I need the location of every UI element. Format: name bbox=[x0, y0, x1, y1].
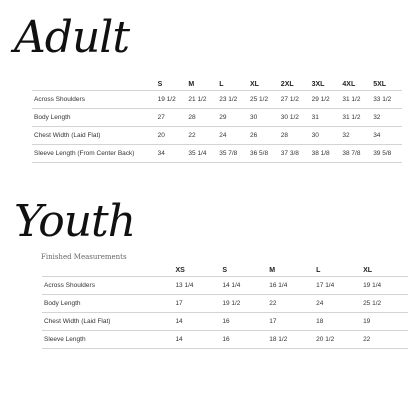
measurement-cell: 14 bbox=[173, 331, 220, 349]
adult-title: Adult bbox=[14, 12, 130, 63]
measurement-cell: 19 1/2 bbox=[220, 295, 267, 313]
measurement-cell: 22 bbox=[267, 295, 314, 313]
measurement-cell: 18 1/2 bbox=[267, 331, 314, 349]
measurement-cell: 34 bbox=[371, 127, 402, 145]
table-row bbox=[32, 91, 402, 109]
measurement-cell: 25 1/2 bbox=[248, 91, 279, 109]
adult-size-header: 2XL bbox=[280, 80, 294, 88]
measurement-cell: 20 bbox=[156, 127, 187, 145]
measurement-cell: 23 1/2 bbox=[217, 91, 248, 109]
measurement-cell: 38 1/8 bbox=[310, 145, 341, 163]
measurement-cell: 36 5/8 bbox=[248, 145, 279, 163]
adult-size-header: S bbox=[157, 80, 163, 88]
youth-title: Youth bbox=[14, 196, 136, 247]
measurement-cell: 14 1/4 bbox=[220, 277, 267, 295]
youth-size-header: S bbox=[222, 266, 228, 274]
measurement-cell: 31 1/2 bbox=[340, 91, 371, 109]
youth-size-header: L bbox=[316, 266, 321, 274]
measurement-cell: 13 1/4 bbox=[173, 277, 220, 295]
measurement-cell: 28 bbox=[279, 127, 310, 145]
measurement-cell: 24 bbox=[314, 295, 361, 313]
youth-subtitle: Finished Measurements bbox=[41, 253, 127, 261]
measurement-cell: 32 bbox=[340, 127, 371, 145]
adult-header-row bbox=[32, 78, 402, 91]
measurement-cell: 18 bbox=[314, 313, 361, 331]
measurement-cell: 22 bbox=[361, 331, 408, 349]
measurement-cell: 34 bbox=[156, 145, 187, 163]
measurement-cell: 21 1/2 bbox=[186, 91, 217, 109]
row-label: Sleeve Length (From Center Back) bbox=[32, 145, 156, 163]
measurement-cell: 30 bbox=[248, 109, 279, 127]
measurement-cell: 35 7/8 bbox=[217, 145, 248, 163]
adult-size-header: M bbox=[188, 80, 195, 88]
measurement-cell: 37 3/8 bbox=[279, 145, 310, 163]
measurement-cell: 31 1/2 bbox=[340, 109, 371, 127]
measurement-cell: 32 bbox=[371, 109, 402, 127]
youth-size-header: XS bbox=[175, 266, 185, 274]
measurement-cell: 33 1/2 bbox=[371, 91, 402, 109]
youth-size-header: M bbox=[269, 266, 276, 274]
measurement-cell: 28 bbox=[186, 109, 217, 127]
adult-size-header: XL bbox=[250, 80, 259, 88]
measurement-cell: 35 1/4 bbox=[186, 145, 217, 163]
adult-size-header: 5XL bbox=[373, 80, 387, 88]
measurement-cell: 29 bbox=[217, 109, 248, 127]
measurement-cell: 17 bbox=[173, 295, 220, 313]
table-row bbox=[32, 109, 402, 127]
measurement-cell: 19 bbox=[361, 313, 408, 331]
adult-size-header: 4XL bbox=[342, 80, 356, 88]
measurement-cell: 14 bbox=[173, 313, 220, 331]
row-label: Body Length bbox=[42, 295, 173, 313]
measurement-cell: 27 bbox=[156, 109, 187, 127]
row-label: Chest Width (Laid Flat) bbox=[42, 313, 173, 331]
table-row bbox=[32, 145, 402, 163]
table-row bbox=[42, 295, 408, 313]
measurement-cell: 20 1/2 bbox=[314, 331, 361, 349]
measurement-cell: 30 1/2 bbox=[279, 109, 310, 127]
measurement-cell: 31 bbox=[310, 109, 341, 127]
row-label: Sleeve Length bbox=[42, 331, 173, 349]
adult-size-header: 3XL bbox=[311, 80, 325, 88]
measurement-cell: 19 1/2 bbox=[156, 91, 187, 109]
measurement-cell: 39 5/8 bbox=[371, 145, 402, 163]
row-label: Chest Width (Laid Flat) bbox=[32, 127, 156, 145]
measurement-cell: 27 1/2 bbox=[279, 91, 310, 109]
measurement-cell: 24 bbox=[217, 127, 248, 145]
measurement-cell: 38 7/8 bbox=[340, 145, 371, 163]
measurement-cell: 29 1/2 bbox=[310, 91, 341, 109]
adult-header-blank bbox=[32, 78, 156, 91]
measurement-cell: 17 1/4 bbox=[314, 277, 361, 295]
youth-header-blank bbox=[42, 264, 173, 277]
measurement-cell: 30 bbox=[310, 127, 341, 145]
measurement-cell: 16 bbox=[220, 313, 267, 331]
youth-size-header: XL bbox=[363, 266, 373, 274]
table-row bbox=[32, 127, 402, 145]
measurement-cell: 16 bbox=[220, 331, 267, 349]
measurement-cell: 16 1/4 bbox=[267, 277, 314, 295]
row-label: Across Shoulders bbox=[42, 277, 173, 295]
row-label: Across Shoulders bbox=[32, 91, 156, 109]
row-label: Body Length bbox=[32, 109, 156, 127]
measurement-cell: 25 1/2 bbox=[361, 295, 408, 313]
youth-size-table bbox=[42, 264, 408, 349]
adult-size-table bbox=[32, 78, 402, 163]
table-row bbox=[42, 331, 408, 349]
adult-size-header: L bbox=[219, 80, 224, 88]
table-row bbox=[42, 277, 408, 295]
measurement-cell: 26 bbox=[248, 127, 279, 145]
measurement-cell: 19 1/4 bbox=[361, 277, 408, 295]
youth-header-row bbox=[42, 264, 408, 277]
measurement-cell: 17 bbox=[267, 313, 314, 331]
table-row bbox=[42, 313, 408, 331]
measurement-cell: 22 bbox=[186, 127, 217, 145]
